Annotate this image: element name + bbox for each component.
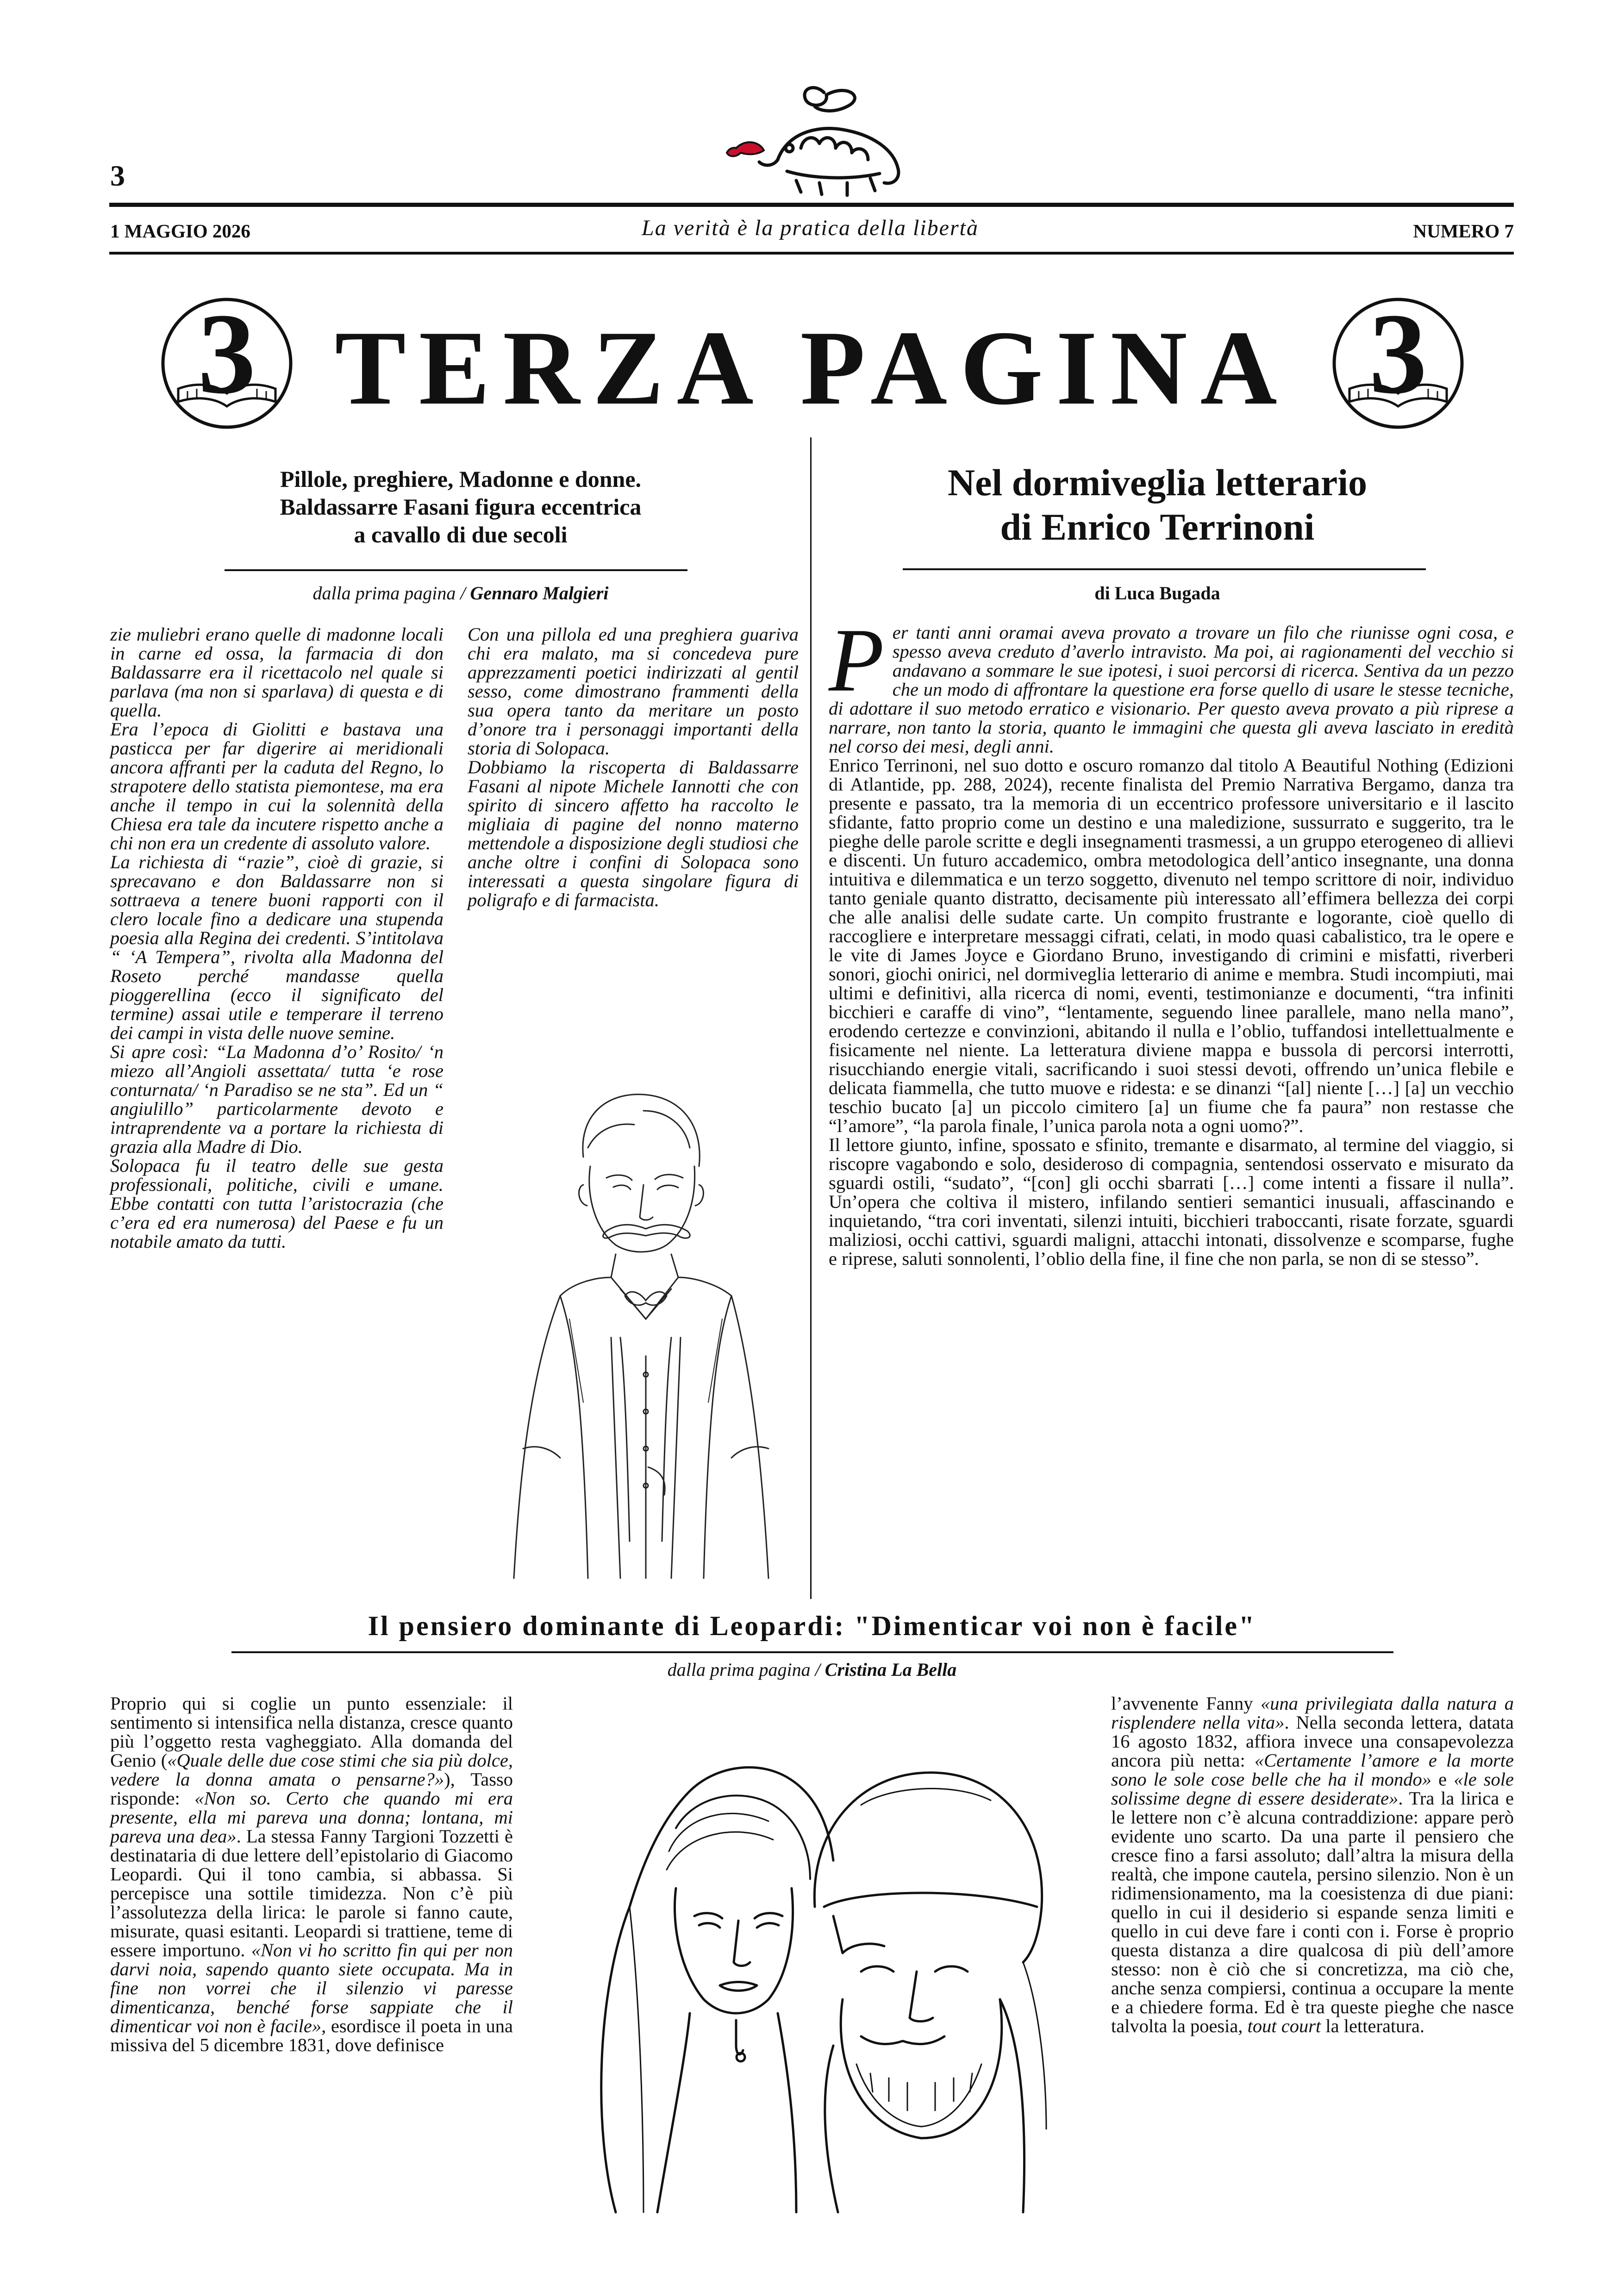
- emblem-left: [160, 290, 294, 430]
- section-title: TERZA PAGINA: [335, 309, 1290, 427]
- right-article-intro: er tanti anni oramai aveva provato a trovare un filo che riunisse ogni cosa, e spesso aveva creduto d’averlo intravisto. Ma poi, ai ragionamenti del vecchio si andavano a sommare le sue ipotesi, i suoi percorsi di ricerca. Sentiva da un pezzo che un modo di affrontare la questione era forse quello di usare le stesse tecniche, di adottare il suo metodo erratico e visionario. Per questo aveva provato a più riprese a narrare, non tanto la storia, quanto le immagini che questa gli aveva lasciato in eredità nel corso dei mesi, degli anni.: [829, 622, 1514, 757]
- dragon-logo-icon: [708, 79, 921, 199]
- classical-busts-icon: [537, 1712, 1088, 2217]
- right-byline: di Luca Bugada: [1094, 583, 1220, 604]
- bottom-byline: dalla prima pagina / Cristina La Bella: [667, 1659, 957, 1680]
- busts-illustration: [537, 1712, 1088, 2217]
- portrait-engraving-icon: [468, 1078, 799, 1583]
- issue-number: NUMERO 7: [1413, 220, 1514, 242]
- masthead-bottom-rule: [109, 252, 1514, 255]
- portrait-illustration: [468, 1078, 799, 1583]
- column-separator: [810, 437, 812, 1599]
- emblem-numeral: 3: [198, 290, 256, 418]
- bottom-article-title: Il pensiero dominante di Leopardi: "Dimenticar voi non è facile": [368, 1611, 1256, 1641]
- right-article-title: Nel dormiveglia letterario di Enrico Terrinoni: [947, 461, 1368, 548]
- emblem-numeral: 3: [1369, 290, 1427, 418]
- motto: La verità è la pratica della libertà: [642, 216, 979, 240]
- bottom-article-col2: l’avvenente Fanny «una privilegiata dalla natura a risplendere nella vita». Nella seconda lettera, datata 16 agosto 1832, affiora invece una consapevolezza ancora più netta: «Certamente l’amore e la morte sono le sole cose belle che ha il mondo» e «le sole solissime degne di essere desiderate». Tra la lirica e le lettere non c’è alcuna contraddizione: appare però evidente uno scarto. Da una parte il pensiero che cresce fino a farsi assoluto; dall’altra la misura della realtà, che impone cautela, persino silenzio. Non è un ridimensionamento, ma la coesistenza di due piani: quello in cui il desiderio si espande senza limiti e quello in cui deve fare i conti con i. Forse è proprio questa distanza a dire qualcosa di più dell’amore stesso: non è ciò che si concretizza, ma ciò che, anche senza compiersi, continua a occupare la mente e a chiedere forma. Ed è tra queste pieghe che nasce talvolta la poesia, tout court la letteratura.: [1111, 1693, 1514, 2036]
- left-article-title: Pillole, preghiere, Madonne e donne. Baldassarre Fasani figura eccentrica a cavallo di due secoli: [280, 466, 642, 548]
- left-article-col2: Con una pillola ed una preghiera guariva chi era malato, ma si concedeva pure apprezzamenti poetici indirizzati al gentil sesso, come dimostrano frammenti della sua opera tanto da meritare un posto d’onore tra i personaggi importanti della storia di Solopaca. Dobbiamo la riscoperta di Baldassarre Fasani al nipote Michele Iannotti che con spirito di sincero affetto ha raccolto le migliaia di pagine del nonno materno mettendole a disposizione degli studiosi che anche oltre i confini di Solopaca sono interessati a questa singolare figura di poligrafo e di farmacista.: [468, 624, 799, 910]
- drop-cap: P: [829, 610, 884, 710]
- right-article-para1: Enrico Terrinoni, nel suo dotto e oscuro romanzo dal titolo A Beautiful Nothing (Edizioni di Atlantide, pp. 288, 2024), recente finalista del Premio Narrativa Bergamo, danza tra presente e passato, tra la memoria di un eccentrico professore universitario e il lascito sfidante, fatto proprio come un destino e una maledizione, sussurrato e suggerito, tra le pieghe delle parole scritte e degli insegnamenti trasmessi, a un gruppo eterogeneo di allievi e discenti. Un futuro accademico, ombra metodologica dell’antico insegnante, una donna intuitiva e dilemmatica e un terzo soggetto, divenuto nel tempo scrittore di noir, individuo tanto geniale quanto distratto, decisamente più interessato all’effimera bellezza dei corpi che alle analisi delle sudate carte. Un compito frustrante e logorante, cioè quello di raccogliere e interpretare messaggi cifrati, celati, in modo quasi cabalistico, tra le opere e le vite di James Joyce e Giordano Bruno, investigando di crimini e misfatti, riverberi sonori, giochi onirici, nel dormiveglia letterario di anime e membra. Studi incompiuti, mai ultimi e definitivi, alla ricerca di nomi, eventi, testimonianze e documenti, “tra infiniti bicchieri e caraffe di vino”, “lentamente, seguendo linee parallele, mano nella mano”, erodendo certezze e convinzioni, abitando il nulla e l’oblio, tuffandosi intellettualmente e fisicamente nel niente. La letteratura diviene mappa e bussola di percorsi interrotti, risucchiando energie vitali, sacrificando i suoi stessi devoti, offrendo un’unica flebile e delicata fiammella, che tutto muove e ridesta: e se dinanzi “[al] niente […] [a] un vecchio teschio bucato [a] un piccolo cimitero [a] un fiume che fa paura” non restasse che “l’amore”, “la parola finale, l’unica parola nota a ogni uomo?”.: [829, 755, 1514, 1136]
- left-title-rule: [225, 569, 687, 571]
- issue-date: 1 MAGGIO 2026: [110, 220, 250, 242]
- left-byline: dalla prima pagina / Gennaro Malgieri: [312, 583, 609, 604]
- dragon-logo: [708, 79, 921, 199]
- right-title-rule: [903, 568, 1426, 570]
- bottom-article-col1: Proprio qui si coglie un punto essenziale: il sentimento si intensifica nella distanza, cresce quanto più l’oggetto resta vagheggiato. Alla domanda del Genio («Quale delle due cose stimi che sia più dolce, vedere la donna amata o pensarne?»), Tasso risponde: «Non so. Certo che quando mi era presente, ella mi pareva una donna; lontana, mi pareva una dea». La stessa Fanny Targioni Tozzetti è destinataria di due lettere dell’epistolario di Giacomo Leopardi. Qui il tono cambia, si abbassa. Si percepisce una sottile timidezza. Non c’è più l’assolutezza della lirica: le parole si fanno caute, misurate, quasi esitanti. Leopardi si trattiene, teme di essere importuno. «Non vi ho scritto fin qui per non darvi noia, sapendo quanto siete occupata. Ma in fine non vorrei che il silenzio vi paresse dimenticanza, benché forse sappiate che il dimenticar voi non è facile», esordisce il poeta in una missiva del 5 dicembre 1831, dove definisce: [110, 1693, 513, 2055]
- page-number: 3: [110, 159, 125, 192]
- emblem-right: [1331, 290, 1465, 430]
- right-article-body: [829, 610, 1514, 1269]
- masthead-top-rule: [109, 203, 1514, 207]
- left-article-col1: zie muliebri erano quelle di madonne locali in carne ed ossa, la farmacia di don Baldassarre era il ricettacolo nel quale si parlava (ma non si sparlava) di questa e di quella. Era l’epoca di Giolitti e bastava una pasticca per far digerire ai meridionali ancora affranti per la caduta del Regno, lo strapotere dello statista piemontese, ma era anche il tempo in cui la solennità della Chiesa era tale da incutere rispetto anche a chi non era un credente di assoluto valore. La richiesta di “razie”, cioè di grazie, si sprecavano e don Baldassarre non si sottraeva a tenere buoni rapporti con il clero locale fino a dedicare una stupenda poesia alla Regina dei credenti. S’intitolava “ ‘A Tempera”, rivolta alla Madonna del Roseto perché mandasse quella pioggerellina (ecco il significato del termine) assai utile e temperare il terreno dei campi in vista delle nuove semine. Si apre così: “La Madonna d’o’ Rosito/ ‘n miezo all’Angioli assettata/ tutta ‘e rose conturnata/ ‘n Paradiso se ne sta”. Ed un “ angiulillo” particolarmente devoto e intraprendente va a portare la richiesta di grazia alla Madre di Dio. Solopaca fu il teatro delle sue gesta professionali, politiche, civili e umane. Ebbe contatti con tutta l’aristocrazia (che c’era ed era numerosa) del Paese e fu un notabile amato da tutti.: [110, 624, 443, 1252]
- right-article-para2: Il lettore giunto, infine, spossato e sfinito, tremante e disarmato, al termine del viaggio, si riscopre vagabondo e solo, desideroso di compagnia, sentendosi osservato e misurato da sguardi ostili, “sudato”, “[con] gli occhi sbarrati […] come intenti a fissare il nulla”. Un’opera che coltiva il mistero, infilando sentieri semantici inusuali, affascinando e inquietando, “tra cori inventati, silenzi intuiti, bicchieri traboccanti, risate forzate, sguardi maliziosi, occhi cattivi, sguardi maligni, attacchi intonati, dissolvenze e scomparse, fughe e riprese, saluti sonnolenti, l’oblio della fine, il fine che non parla, se non di se stesso”.: [829, 1134, 1514, 1269]
- bottom-title-rule: [231, 1651, 1393, 1653]
